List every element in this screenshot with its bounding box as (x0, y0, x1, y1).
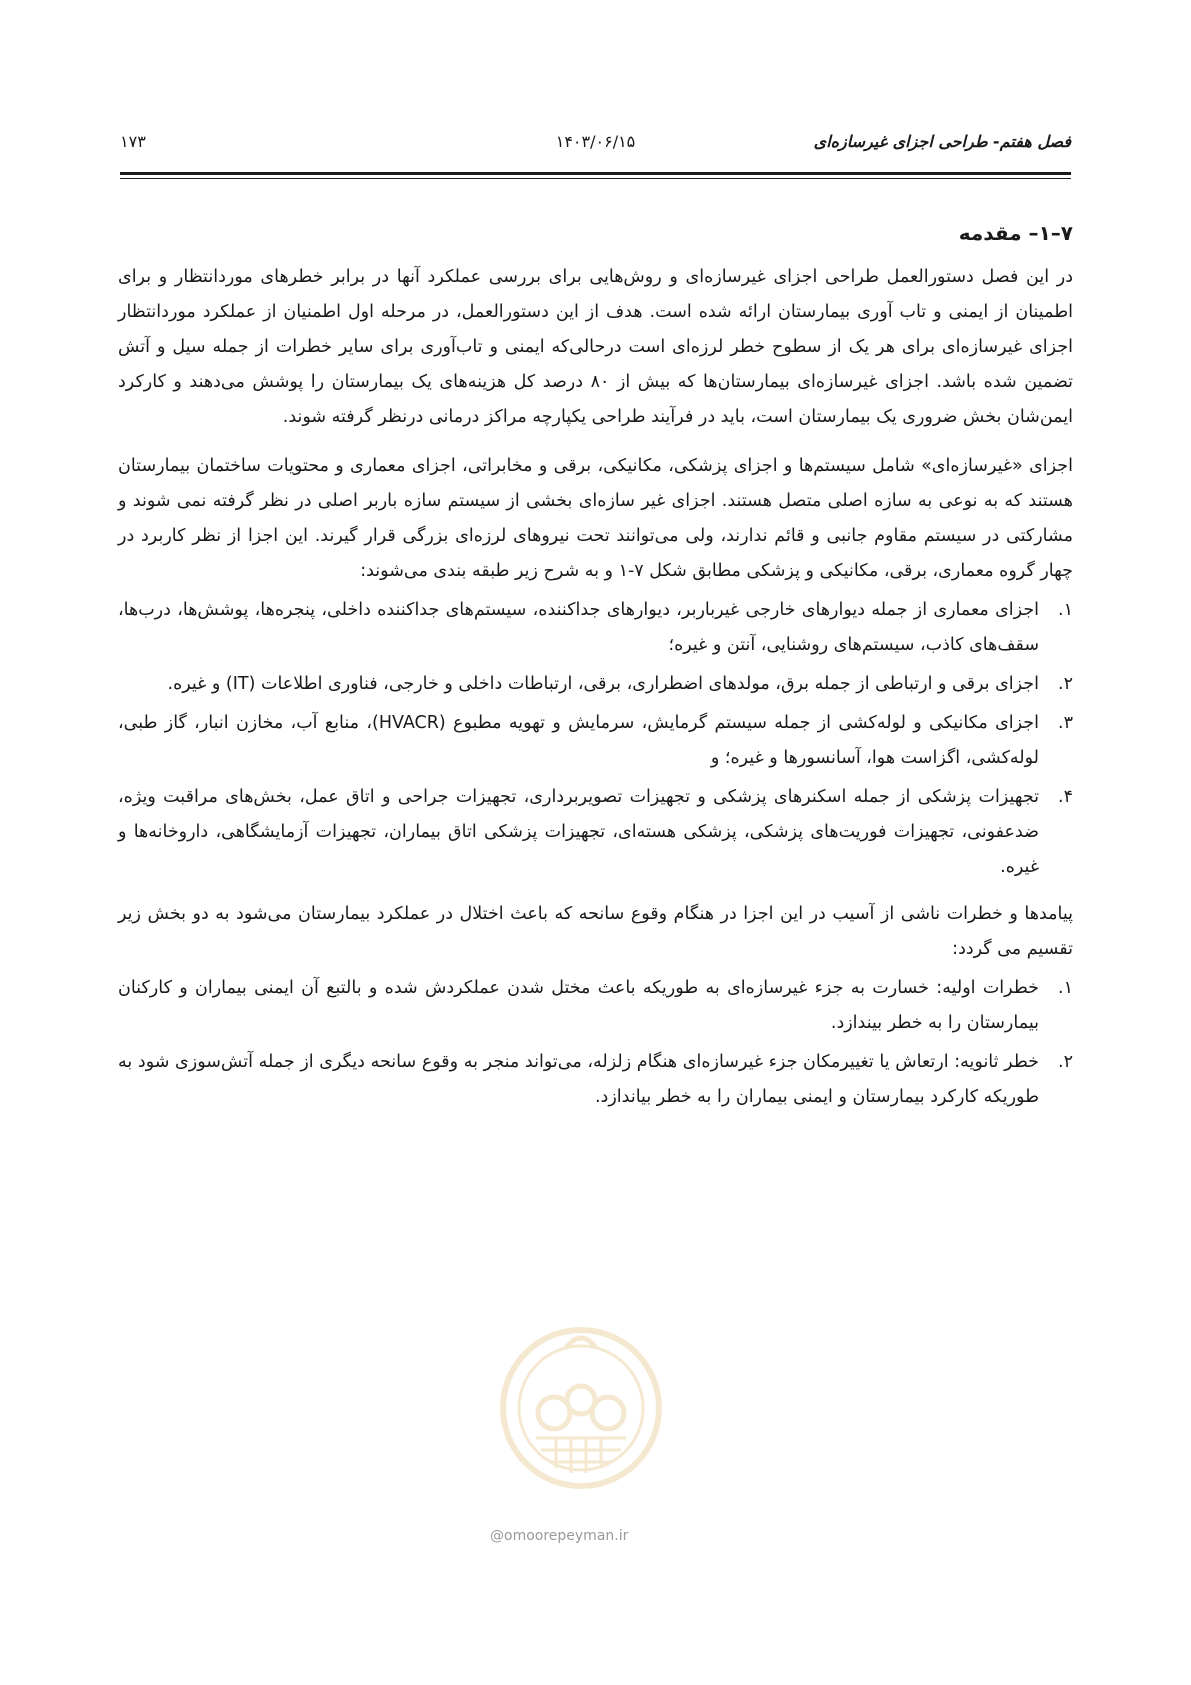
list-item (118, 593, 1073, 663)
list-item-number: ۱. (1058, 978, 1073, 998)
list-item (118, 971, 1073, 1041)
paragraph-intro: در این فصل دستورالعمل طراحی اجزای غیرسازه‌ای و روش‌هایی برای بررسی عملکرد آنها در برابر خطرهای موردانتظار و برای اطمینان از ایمنی و تاب آوری بیمارستان ارائه شده است. هدف از این دستورالعمل، در مرحله اول اطمنیان از عملکرد موردانتظار اجزای غیرسازه‌ای برای هر یک از سطوح خطر لرزه‌ای است درحالی‌که ایمنی و تاب‌آوری برای سایر خطرات از جمله سیل و آتش تضمین شده باشد. اجزای غیرسازه‌ای بیمارستان‌ها که بیش از ۸۰ درصد کل هزینه‌های یک بیمارستان را پوشش می‌دهند و کارکرد ایمن‌شان بخش ضروری یک بیمارستان است، باید در فرآیند طراحی یکپارچه مراکز درمانی درنظر گرفته شوند. (118, 267, 1073, 427)
page-number: ۱۷۳ (120, 132, 146, 151)
chapter-title: فصل هفتم- طراحی اجزای غیرسازه‌ای (813, 132, 1071, 151)
main-content (118, 216, 1073, 1127)
list-item (118, 1045, 1073, 1115)
list-item-text: اجزای مکانیکی و لوله‌کشی از جمله سیستم گرمایش، سرمایش و تهویه مطبوع (HVACR)، منابع آب، مخازن انبار، گاز طبی، لوله‌کشی، اگزاست هوا، آسانسورها و غیره؛ و (118, 713, 1039, 768)
watermark-logo (496, 1318, 666, 1498)
list-item (118, 780, 1073, 885)
watermark-caption: @omoorepeyman.ir (490, 1528, 629, 1544)
header-date: ۱۴۰۳/۰۶/۱۵ (555, 132, 636, 151)
list-item-number: ۲. (1058, 1052, 1073, 1072)
section-title: ۷–۱– مقدمه (958, 221, 1073, 245)
page-header (120, 132, 1071, 162)
paragraph-definition: اجزای «غیرسازه‌ای» شامل سیستم‌ها و اجزای پزشکی، مکانیکی، برقی و مخابراتی، اجزای معماری و محتویات ساختمان بیمارستان هستند که به نوعی به سازه اصلی متصل هستند. اجزای غیر سازه‌ای بخشی از سیستم سازه باربر اصلی در نظر گرفته نمی شوند و مشارکتی در سیستم مقاوم جانبی و قائم ندارند، ولی می‌توانند تحت نیروهای لرزه‌ای بزرگی قرار گیرند. این اجزا از نظر کاربرد در چهار گروه معماری، برقی، مکانیکی و پزشکی مطابق شکل ۷-۱ و به شرح زیر طبقه بندی می‌شوند: (118, 456, 1073, 581)
paragraph-consequences: پیامدها و خطرات ناشی از آسیب در این اجزا در هنگام وقوع سانحه که باعث اختلال در عملکرد بیمارستان می‌شود به دو بخش زیر تقسیم می گردد: (118, 904, 1073, 959)
header-rule-thin (120, 178, 1071, 179)
list-item-text: خطر ثانویه: ارتعاش یا تغییرمکان جزء غیرسازه‌ای هنگام زلزله، می‌تواند منجر به وقوع سانحه دیگری از جمله آتش‌سوزی شود به طوریکه کارکرد بیمارستان و ایمنی بیماران را به خطر بیاندازد. (118, 1052, 1039, 1107)
list-item-text: اجزای معماری از جمله دیوارهای خارجی غیرباربر، دیوارهای جداکننده، سیستم‌های جداکننده داخلی، پنجره‌ها، پوشش‌ها، درب‌ها، سقف‌های کاذب، سیستم‌های روشنایی، آنتن و غیره؛ (118, 600, 1039, 655)
list-item-number: ۴. (1058, 787, 1073, 807)
list-item-number: ۱. (1058, 600, 1073, 620)
list-item-text: اجزای برقی و ارتباطی از جمله برق، مولدهای اضطراری، برقی، ارتباطات داخلی و خارجی، فناوری اطلاعات (IT) و غیره. (167, 674, 1039, 694)
list-item (118, 706, 1073, 776)
header-rule-thick (120, 172, 1071, 175)
hazard-list (118, 971, 1073, 1115)
list-item-text: خطرات اولیه: خسارت به جزء غیرسازه‌ای به طوریکه باعث مختل شدن عملکردش شده و بالتبع آن ایمنی بیماران و کارکنان بیمارستان را به خطر بیندازد. (118, 978, 1039, 1033)
list-item (118, 667, 1073, 702)
list-item-number: ۳. (1058, 713, 1073, 733)
component-category-list (118, 593, 1073, 885)
list-item-number: ۲. (1058, 674, 1073, 694)
list-item-text: تجهیزات پزشکی از جمله اسکنرهای پزشکی و تجهیزات تصویربرداری، تجهیزات جراحی و اتاق عمل، بخش‌های مراقبت ویژه، ضدعفونی، تجهیزات فوریت‌های پزشکی، پزشکی هسته‌ای، تجهیزات پزشکی اتاق بیماران، تجهیزات آزمایشگاهی، داروخانه‌ها و غیره. (118, 787, 1039, 877)
